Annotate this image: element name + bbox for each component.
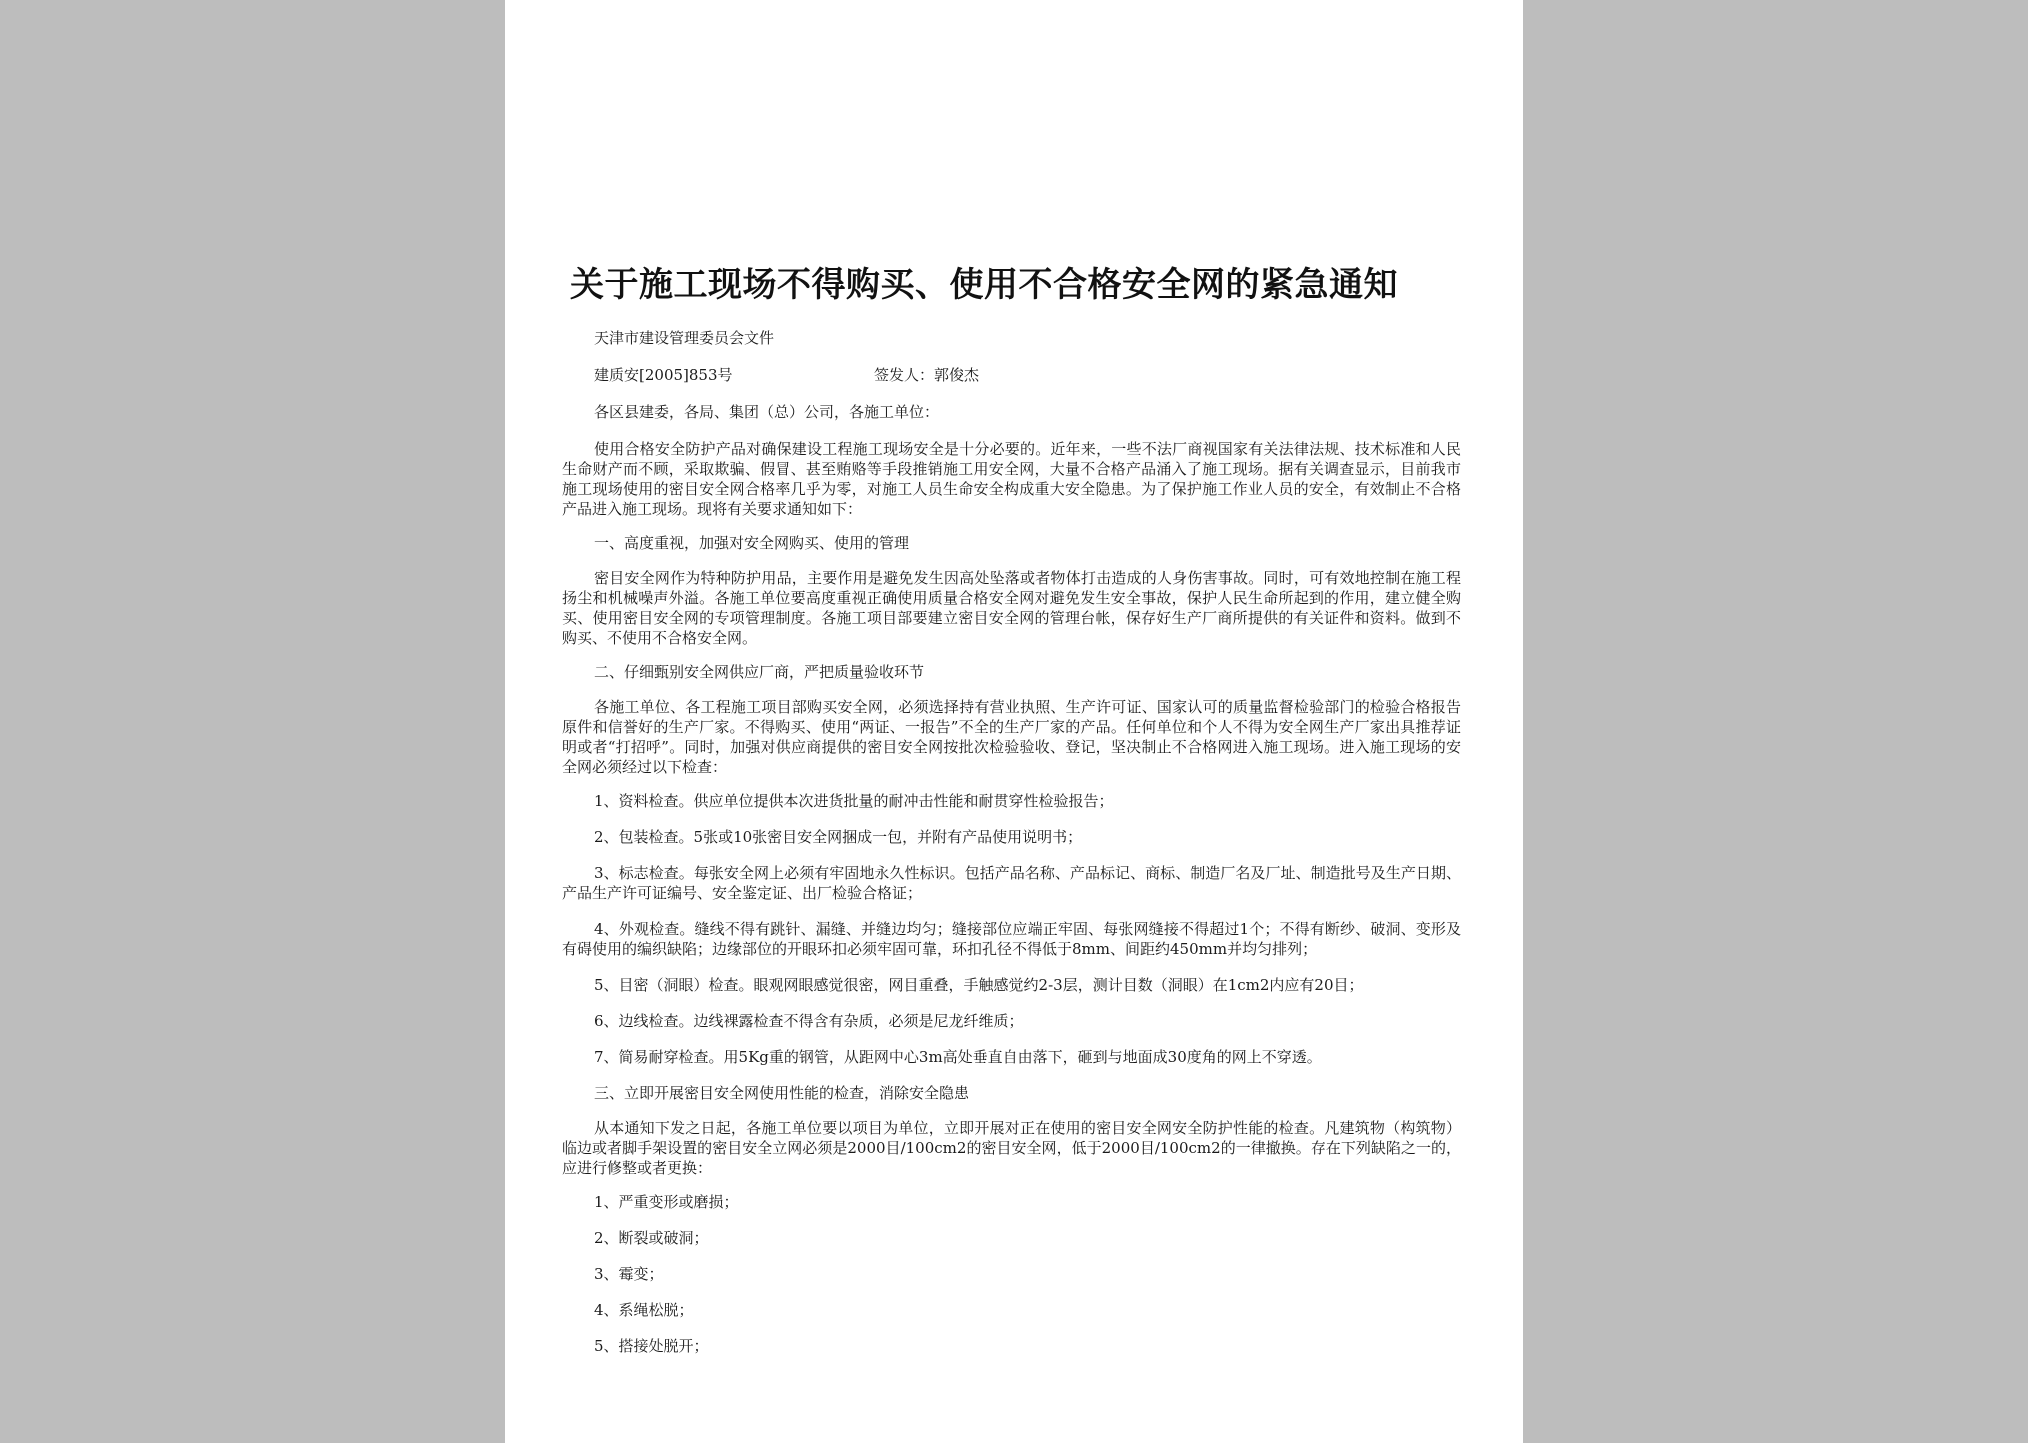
- section-heading: 二、仔细甄别安全网供应厂商，严把质量验收环节: [594, 663, 925, 681]
- document-title: 关于施工现场不得购买、使用不合格安全网的紧急通知: [570, 265, 1398, 305]
- list-item: 4、外观检查。缝线不得有跳针、漏缝、并缝边均匀；缝接部位应端正牢固、每张网缝接不得超过1个；不得有断纱、破洞、变形及有碍使用的编织缺陷；边缘部位的开眼环扣必须牢固可靠，环扣孔径不得低于8mm、间距约450mm并均匀排列；: [562, 920, 1461, 958]
- doc-number: 建质安[2005]853号: [594, 366, 733, 384]
- list-item: 7、简易耐穿检查。用5Kg重的钢管，从距网中心3m高处垂直自由落下，砸到与地面成30度角的网上不穿透。: [594, 1048, 1322, 1066]
- document-body: [562, 439, 1461, 1356]
- section-heading: 一、高度重视，加强对安全网购买、使用的管理: [594, 534, 910, 552]
- list-item: 1、严重变形或磨损；: [594, 1193, 739, 1211]
- list-item: 5、目密（洞眼）检查。眼观网眼感觉很密，网目重叠，手触感觉约2-3层，测计目数（洞眼）在1cm2内应有20目；: [594, 976, 1364, 994]
- list-item: 3、标志检查。每张安全网上必须有牢固地永久性标识。包括产品名称、产品标记、商标、制造厂名及厂址、制造批号及生产日期、产品生产许可证编号、安全鉴定证、出厂检验合格证；: [562, 864, 1461, 902]
- list-item: 2、包装检查。5张或10张密目安全网捆成一包，并附有产品使用说明书；: [594, 828, 1083, 846]
- list-item: 5、搭接处脱开；: [594, 1337, 709, 1355]
- issuer-line: 天津市建设管理委员会文件: [594, 329, 775, 347]
- doc-number-row: [562, 365, 1461, 385]
- document-page: [505, 0, 1523, 1443]
- paragraph: 使用合格安全防护产品对确保建设工程施工现场安全是十分必要的。近年来，一些不法厂商视国家有关法律法规、技术标准和人民生命财产而不顾，采取欺骗、假冒、甚至贿赂等手段推销施工用安全网，大量不合格产品涌入了施工现场。据有关调查显示，目前我市施工现场使用的密目安全网合格率几乎为零，对施工人员生命安全构成重大安全隐患。为了保护施工作业人员的安全，有效制止不合格产品进入施工现场。现将有关要求通知如下：: [562, 440, 1461, 518]
- list-item: 1、资料检查。供应单位提供本次进货批量的耐冲击性能和耐贯穿性检验报告；: [594, 792, 1114, 810]
- paragraph: 从本通知下发之日起，各施工单位要以项目为单位，立即开展对正在使用的密目安全网安全防护性能的检查。凡建筑物（构筑物）临边或者脚手架设置的密目安全立网必须是2000目/100cm2的密目安全网，低于2000目/100cm2的一律撤换。存在下列缺陷之一的，应进行修整或者更换：: [562, 1119, 1461, 1177]
- list-item: 4、系绳松脱；: [594, 1301, 694, 1319]
- salutation: 各区县建委，各局、集团（总）公司，各施工单位：: [594, 403, 940, 421]
- section-heading: 三、立即开展密目安全网使用性能的检查，消除安全隐患: [594, 1084, 970, 1102]
- paragraph: 密目安全网作为特种防护用品，主要作用是避免发生因高处坠落或者物体打击造成的人身伤害事故。同时，可有效地控制在施工程扬尘和机械噪声外溢。各施工单位要高度重视正确使用质量合格安全网对避免发生安全事故，保护人民生命所起到的作用，建立健全购买、使用密目安全网的专项管理制度。各施工项目部要建立密目安全网的管理台帐，保存好生产厂商所提供的有关证件和资料。做到不购买、不使用不合格安全网。: [562, 569, 1461, 647]
- signer: 签发人：郭俊杰: [874, 366, 980, 384]
- paragraph: 各施工单位、各工程施工项目部购买安全网，必须选择持有营业执照、生产许可证、国家认可的质量监督检验部门的检验合格报告原件和信誉好的生产厂家。不得购买、使用“两证、一报告”不全的生产厂家的产品。任何单位和个人不得为安全网生产厂家出具推荐证明或者“打招呼”。同时，加强对供应商提供的密目安全网按批次检验验收、登记，坚决制止不合格网进入施工现场。进入施工现场的安全网必须经过以下检查：: [562, 698, 1461, 776]
- list-item: 6、边线检查。边线裸露检查不得含有杂质，必须是尼龙纤维质；: [594, 1012, 1024, 1030]
- list-item: 2、断裂或破洞；: [594, 1229, 709, 1247]
- list-item: 3、霉变；: [594, 1265, 664, 1283]
